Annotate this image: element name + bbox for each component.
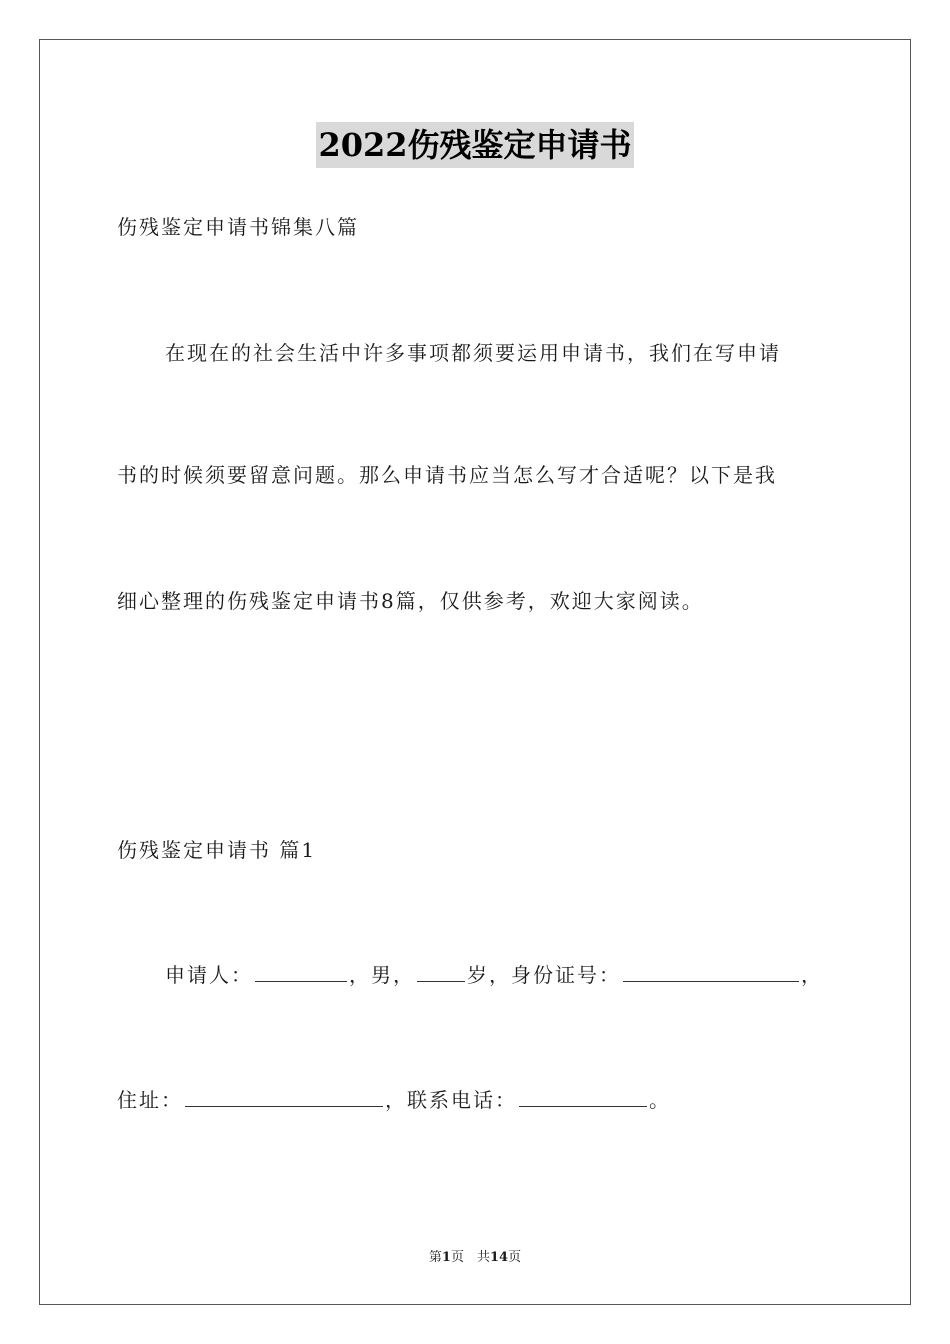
age-blank[interactable] bbox=[417, 963, 465, 982]
intro-line-1: 在现在的社会生活中许多事项都须要运用申请书，我们在写申请 bbox=[165, 341, 781, 365]
gender-text: ，男， bbox=[349, 963, 415, 987]
applicant-label: 申请人： bbox=[165, 963, 253, 987]
id-number-blank[interactable] bbox=[623, 963, 799, 982]
phone-blank[interactable] bbox=[519, 1088, 647, 1107]
intro-line-3: 细心整理的伤残鉴定申请书8篇，仅供参考，欢迎大家阅读。 bbox=[117, 589, 704, 613]
section-heading: 伤残鉴定申请书 篇1 bbox=[117, 838, 317, 862]
footer-current-page: 1 bbox=[441, 1250, 451, 1265]
title-container bbox=[0, 122, 950, 168]
document-title: 2022伤残鉴定申请书 bbox=[316, 122, 633, 168]
document-subtitle: 伤残鉴定申请书锦集八篇 bbox=[117, 215, 359, 239]
id-label: 岁，身份证号： bbox=[467, 963, 621, 987]
footer-prefix: 第 bbox=[428, 1250, 442, 1265]
form-line-applicant bbox=[165, 959, 823, 988]
intro-line-2: 书的时候须要留意问题。那么申请书应当怎么写才合适呢？以下是我 bbox=[117, 463, 777, 487]
applicant-name-blank[interactable] bbox=[255, 963, 347, 982]
address-blank[interactable] bbox=[185, 1088, 383, 1107]
line2-end: 。 bbox=[649, 1088, 671, 1112]
page-footer bbox=[0, 1246, 950, 1265]
address-label: 住址： bbox=[117, 1088, 183, 1112]
phone-label: ，联系电话： bbox=[385, 1088, 517, 1112]
footer-mid: 页 共 bbox=[450, 1250, 490, 1265]
footer-suffix: 页 bbox=[508, 1250, 522, 1265]
form-line-address bbox=[117, 1084, 671, 1113]
footer-total-pages: 14 bbox=[489, 1250, 509, 1265]
line1-end: ， bbox=[801, 963, 823, 987]
